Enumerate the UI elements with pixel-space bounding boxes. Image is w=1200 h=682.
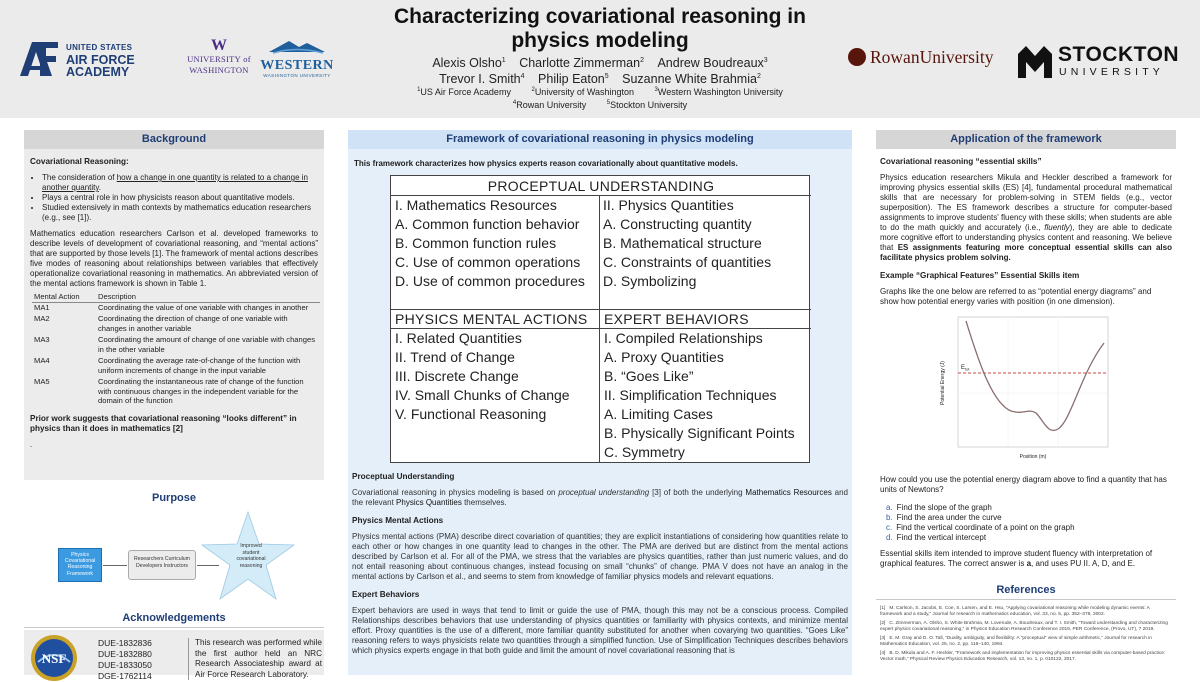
list-item: C. Constraints of quantities	[603, 254, 772, 270]
physics-mental-actions-text: Physics mental actions (PMA) describe direct covariation of quantities; they are explicit instantiations of considering how quantities relate to each other or how changes in one quantity lead to changes in the other. The PMA are derived but are distinct from the mental actions described by Carlson et al. For all of the PMA, we stress that the variables are physics quantities, rather than just numeric values, and do not entail reasoning about continuous changes, instead focusing on small “chunks” of change. PMA V does not have an analog in the mental actions by Carlson et al., and seems to stem from knowledge of familiar physics models and relevant equations.	[352, 532, 848, 581]
reference-item: [2] C. Zimmerman, A. Olsho, S. White Brahmia, M. Loverude, A. Boudreaux, and T. I. Smith, “Toward understanding and characterizing expert physics covariational reasoning,” in Physics Education Research Conference 2019, PER Conference, (Provo, UT), 7 2019.	[880, 621, 1168, 632]
expert-behaviors-title: EXPERT BEHAVIORS	[599, 310, 749, 328]
list-item: D. Symbolizing	[603, 273, 697, 289]
grant-number: DUE-1832880	[98, 649, 152, 659]
expert-behaviors-heading: Expert Behaviors	[352, 590, 420, 599]
western-washington-logo: WESTERN WASHINGTON UNIVERSITY	[256, 38, 338, 84]
reference-item: [3] E. M. Gray and D. O. Tall, “Duality, ambiguity, and flexibility: A “proceptual” view of simple arithmetic,” Journal for research in Mathematics Education, vol. 25, no. 2, pp. 116–140, 1994.	[880, 636, 1152, 647]
framework-intro: This framework characterizes how physics experts reason covariationally about quantitative models.	[354, 159, 738, 168]
physics-mental-actions-title: PHYSICS MENTAL ACTIONS	[395, 311, 588, 327]
poster-header	[0, 0, 1200, 118]
list-item: III. Discrete Change	[395, 368, 519, 384]
essential-skills-subheading: Covariational reasoning “essential skills”	[880, 157, 1042, 166]
acknowledgement-text: This research was performed while the first author held an NRC Research Associateship award at Air Force Research Laboratory.	[188, 638, 322, 680]
svg-text:NSF: NSF	[41, 651, 67, 666]
proceptual-understanding-title: PROCEPTUAL UNDERSTANDING	[391, 176, 811, 196]
list-item: • Plays a central role in how physicists reason about quantitative models.	[42, 193, 318, 203]
author: Philip Eaton$^5$	[538, 72, 609, 87]
list-item: B. Mathematical structure	[603, 235, 762, 251]
mental-actions-table	[32, 292, 320, 408]
list-item: I. Mathematics Resources	[395, 197, 557, 213]
author: Trevor I. Smith$^4$	[439, 72, 525, 87]
rowan-shield-icon	[848, 48, 866, 66]
answer-choice[interactable]: b. Find the area under the curve	[886, 513, 1002, 522]
list-item: A. Proxy Quantities	[604, 349, 724, 365]
list-item: B. Common function rules	[395, 235, 557, 251]
affiliation: $^2$University of Washington	[531, 87, 635, 97]
physics-mental-actions-heading: Physics Mental Actions	[352, 516, 444, 525]
references-section	[876, 580, 1176, 675]
affiliation-list	[395, 85, 805, 111]
list-item: A. Constructing quantity	[603, 216, 752, 232]
list-item: II. Trend of Change	[395, 349, 515, 365]
list-item: IV. Small Chunks of Change	[395, 387, 570, 403]
affiliation: $^5$Stockton University	[606, 100, 688, 110]
author: Charlotte Zimmerman$^2$	[519, 56, 644, 71]
stakeholders-box: Researchers Curriculum Developers Instructors	[128, 550, 196, 580]
table-header: Description	[96, 292, 320, 302]
list-item: B. “Goes Like”	[604, 368, 694, 384]
answer-choice[interactable]: d. Find the vertical intercept	[886, 533, 987, 542]
reference-item: [4] B. D. Mikula and A. F. Heckler, “Framework and implementation for improving physics essential skills via computer-based practice: Vector math,” Physical Review Physics Education Research, vol. 13, no. 1, p. 010122, 2017.	[880, 651, 1166, 662]
application-heading: Application of the framework	[876, 130, 1176, 149]
table-row: MA2 Coordinating the direction of change of one variable with changes in another variable	[34, 314, 288, 333]
affiliation: $^1$US Air Force Academy	[417, 87, 511, 97]
physics-mental-actions-list	[391, 329, 599, 424]
answer-choices	[880, 503, 1172, 543]
list-item: II. Physics Quantities	[603, 197, 734, 213]
plot-area	[958, 317, 1108, 447]
question-text: How could you use the potential energy diagram above to find a quantity that has units of Newtons?	[880, 475, 1167, 494]
example-item-subheading: Example “Graphical Features” Essential Skills item	[880, 271, 1080, 280]
reference-item: [1] M. Carlson, S. Jacobs, E. Coe, S. Larsen, and E. Hsu, “Applying covariational reasoning while modeling dynamic events: A framework and a study,” Journal for research in mathematics education, vol. 33, no. 5, pp. 352–378, 2002.	[880, 606, 1150, 617]
stockton-osprey-icon	[1018, 46, 1052, 78]
rowan-university-logo: RowanUniversity	[848, 46, 1003, 72]
air-force-academy-logo: UNITED STATES AIR FORCE ACADEMY	[18, 38, 168, 82]
arrow-icon	[103, 565, 127, 566]
background-paragraph: Mathematics education researchers Carlson et al. developed frameworks to describe levels of development of covariational reasoning, and “mental actions” that are supported by those levels [1]. The framework of mental actions describes five modes of reasoning about relationships between variables that effectively operationalize covariational reasoning in mathematics. An abbreviated version of the mental actions framework is shown in Table 1.	[30, 229, 318, 288]
expert-behaviors-list	[599, 329, 811, 462]
references-heading: References	[876, 580, 1176, 600]
grant-number: DUE-1833050	[98, 660, 152, 670]
physics-quantities-list	[599, 196, 811, 309]
affiliation: $^4$Rowan University	[512, 100, 587, 110]
university-of-washington-logo: W UNIVERSITY of WASHINGTON	[187, 37, 251, 75]
author: Alexis Olsho$^1$	[432, 56, 506, 71]
framework-diagram	[390, 175, 810, 463]
framework-heading: Framework of covariational reasoning in physics modeling	[348, 130, 852, 149]
list-item: I. Related Quantities	[395, 330, 522, 346]
table-header: Mental Action	[32, 292, 96, 302]
covariational-reasoning-subheading: Covariational Reasoning:	[30, 157, 129, 166]
nsf-logo-icon	[30, 634, 78, 682]
potential-energy-diagram	[880, 313, 1180, 465]
stockton-university-logo: STOCKTON UNIVERSITY	[1018, 44, 1183, 80]
framework-section	[348, 130, 852, 675]
answer-choice[interactable]: c. Find the vertical coordinate of a point on the graph	[886, 523, 1075, 532]
list-item: I. Compiled Relationships	[604, 330, 763, 346]
essential-skills-paragraph: Physics education researchers Mikula and Heckler described a framework for improving physics essential skills (ES) [4], fundamental procedural mathematical skills that are necessary for problem-solving in STEM fields (e.g., vector superposition). The ES framework describes a structure for computer-based assignments to improve students' fluency with these skills; when students are able to do the math quickly and accurately (i.e., fluently), they are able to dedicate more cognitive effort to understanding physics content and reasoning. We believe that ES assignments featuring more conceptual essential skills can also facilitate physics problem solving.	[880, 173, 1172, 262]
list-item: B. Physically Significant Points	[604, 425, 795, 441]
example-item-paragraph: Graphs like the one below are referred to as “potential energy diagrams” and show how potential energy varies with position (in one dimension).	[880, 287, 1152, 306]
background-bullets	[30, 173, 318, 223]
reference-list	[876, 600, 1176, 672]
table-row: MA3 Coordinating the amount of change of one variable with changes in the other variable	[34, 335, 315, 354]
application-section	[876, 130, 1176, 575]
x-axis-label: Position (m)	[1019, 454, 1047, 460]
author: Suzanne White Brahmia$^2$	[622, 72, 761, 87]
acknowledgements-heading: Acknowledgements	[24, 608, 324, 628]
grant-number: DGE-1762114	[98, 671, 152, 681]
list-item: C. Symmetry	[604, 444, 685, 460]
list-item: D. Use of common procedures	[395, 273, 585, 289]
star-label: Improved student covariational reasoning	[236, 543, 266, 569]
background-heading: Background	[24, 130, 324, 149]
list-item: II. Simplification Techniques	[604, 387, 777, 403]
closing-text: Essential skills item intended to improve student fluency with interpretation of graphical features. The correct answer is a, and uses PU II. A, D, and E.	[880, 549, 1153, 568]
purpose-section	[24, 488, 324, 606]
air-force-mark-icon	[18, 38, 60, 80]
y-axis-label: Potential Energy (J)	[940, 361, 946, 405]
prior-work-statement: Prior work suggests that covariational reasoning “looks different” in physics than it does in mathematics [2]	[30, 413, 297, 433]
table-row: MA4 Coordinating the average rate-of-change of the function with uniform increments of change in the input variable	[34, 356, 301, 375]
mathematics-resources-list	[391, 196, 599, 291]
proceptual-understanding-text: Covariational reasoning in physics modeling is based on proceptual understanding [3] of both the underlying Mathematics Resources and the relevant Physics Quantities themselves.	[352, 488, 849, 507]
poster-title: Characterizing covariational reasoning in physics modeling	[394, 5, 806, 52]
acknowledgements-section	[24, 608, 324, 681]
affiliation: $^3$Western Washington University	[654, 87, 783, 97]
framework-box: Physics Covariational Reasoning Framework	[58, 548, 102, 582]
framework-description	[352, 472, 848, 664]
list-item: • The consideration of how a change in one quantity is related to a change in another quantity.	[42, 173, 318, 193]
proceptual-understanding-heading: Proceptual Understanding	[352, 472, 455, 481]
background-section: Background Covariational Reasoning: • The consideration of how a change in one quantity is related to a change in another quantity. • Plays a central role in how physicists reason about quantitative models. • Studied extensively in math contexts by mathematics education researchers (e.g., see [1]). Mathematics education researchers Carlson et al. developed frameworks to describe levels of development of covariational reasoning, and “mental actions” that are supported by those levels [1]. The framework of mental actions describes five modes of reasoning about relationships between variables that effectively operationalize covariational reasoning in mathematics. An abbreviated version of the mental actions framework is shown in Table 1. Mental Action Description MA1 Coordinating the value of one variable with changes in another MA2 Coordinating the direction of change of one variable with changes in another variable MA3 Coordinating the amount of change of one variable with changes in the other variable MA4 Coordinating the average rate-of-change of the function with uniform increments of change in the input variable MA5 Coordinating the instantaneous rate of change of the function with continuous changes in the independent variable for the domain of the function Prior work suggests that covariational reasoning “looks different” in physics than it does in mathematics [2] .	[24, 130, 324, 480]
total-energy-label: $E_{tot}$	[961, 365, 970, 372]
mountain-icon	[267, 38, 327, 54]
table-row: MA1 Coordinating the value of one variable with changes in another	[34, 302, 309, 312]
list-item: C. Use of common operations	[395, 254, 581, 270]
list-item: • Studied extensively in math contexts by mathematics education researchers (e.g., see [1]).	[42, 203, 318, 223]
grant-number: DUE-1832836	[98, 638, 152, 648]
answer-choice[interactable]: a. Find the slope of the graph	[886, 503, 992, 512]
grant-list	[98, 638, 152, 682]
author-list	[380, 54, 820, 86]
author: Andrew Boudreaux$^3$	[657, 56, 768, 71]
expert-behaviors-text: Expert behaviors are used in ways that tend to limit or guide the use of PMA, though this may not be a conscious process. Compiled Relationships describes behaviors that use understanding of physics quantities or familiarity with physics contexts, and minimize mental effort. Proxy quantities is the use of a different, more familiar quantity substituted for another when covarying two quantities. “Goes Like” reasoning refers to ways physicists relate two quantities through a simplified function. Use of Simplification Techniques describes behaviors which physics experts engage in that both guide and limit the amount of novel covariational reasoning that is	[352, 606, 848, 655]
list-item: V. Functional Reasoning	[395, 406, 547, 422]
list-item: A. Common function behavior	[395, 216, 580, 232]
list-item: A. Limiting Cases	[604, 406, 713, 422]
table-row: MA5 Coordinating the instantaneous rate of change of the function with continuous changes in the independent variable for the domain of the function	[34, 377, 304, 405]
potential-energy-plot	[936, 313, 1116, 465]
purpose-heading: Purpose	[151, 492, 196, 504]
